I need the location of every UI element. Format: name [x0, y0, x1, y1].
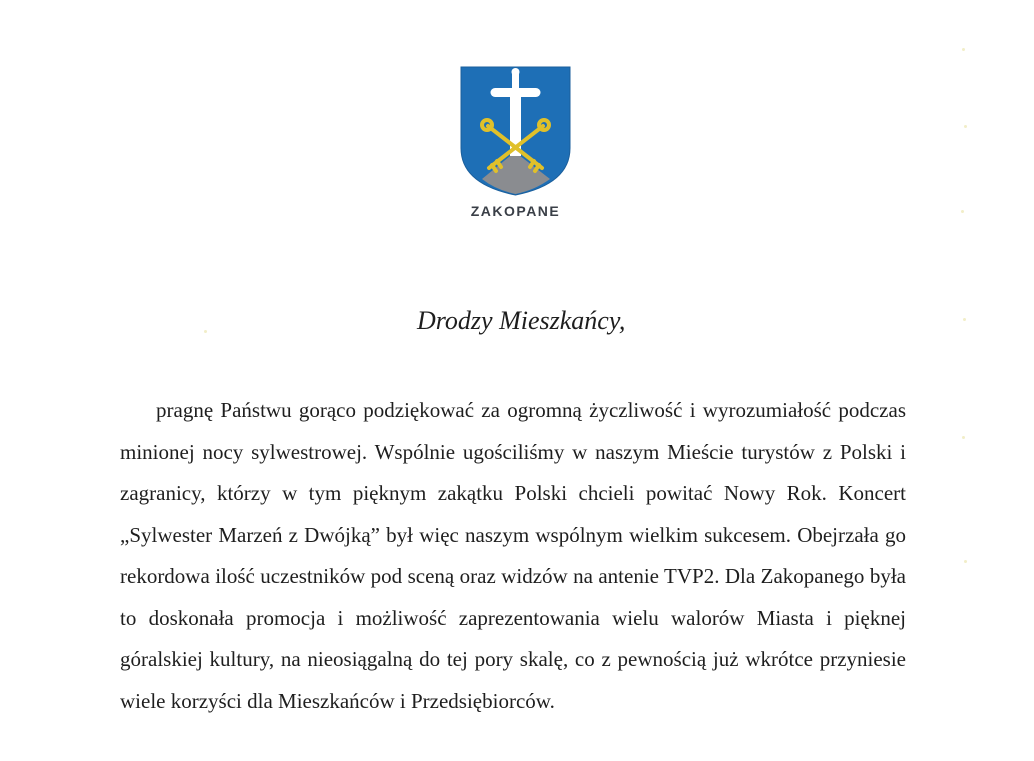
coat-of-arms [460, 66, 571, 196]
letter-paragraph-text: pragnę Państwu gorąco podziękować za ogromną życzliwość i wyrozumiałość podczas minionej nocy sylwestrowej. Wspólnie ugościliśmy w naszym Mieście turystów z Polski i zagranicy, którzy w tym pięknym zakątku Polski chcieli powitać Nowy Rok. Koncert „Sylwester Marzeń z Dwójką” był więc naszym wspólnym wielkim sukcesem. Obejrzała go rekordowa ilość uczestników pod sceną oraz widzów na antenie TVP2. Dla Zakopanego była to doskonała promocja i możliwość zaprezentowania wielu walorów Miasta i pięknej góralskiej kultury, na nieosiągalną do tej pory skalę, co z pewnością już wkrótce przyniesie wiele korzyści dla Mieszkańców i Przedsiębiorców. [120, 398, 906, 713]
scan-speck [963, 318, 966, 321]
scan-speck [964, 560, 967, 563]
zakopane-coat-of-arms-icon [460, 66, 571, 196]
letter-salutation: Drodzy Mieszkańcy, [417, 306, 626, 335]
scan-speck [204, 330, 207, 333]
letter-body [120, 390, 906, 722]
letter-paragraph [120, 390, 906, 722]
scan-speck [964, 125, 967, 128]
scan-speck [962, 436, 965, 439]
scan-speck [962, 48, 965, 51]
city-name: ZAKOPANE [470, 203, 561, 219]
scan-speck [961, 210, 964, 213]
